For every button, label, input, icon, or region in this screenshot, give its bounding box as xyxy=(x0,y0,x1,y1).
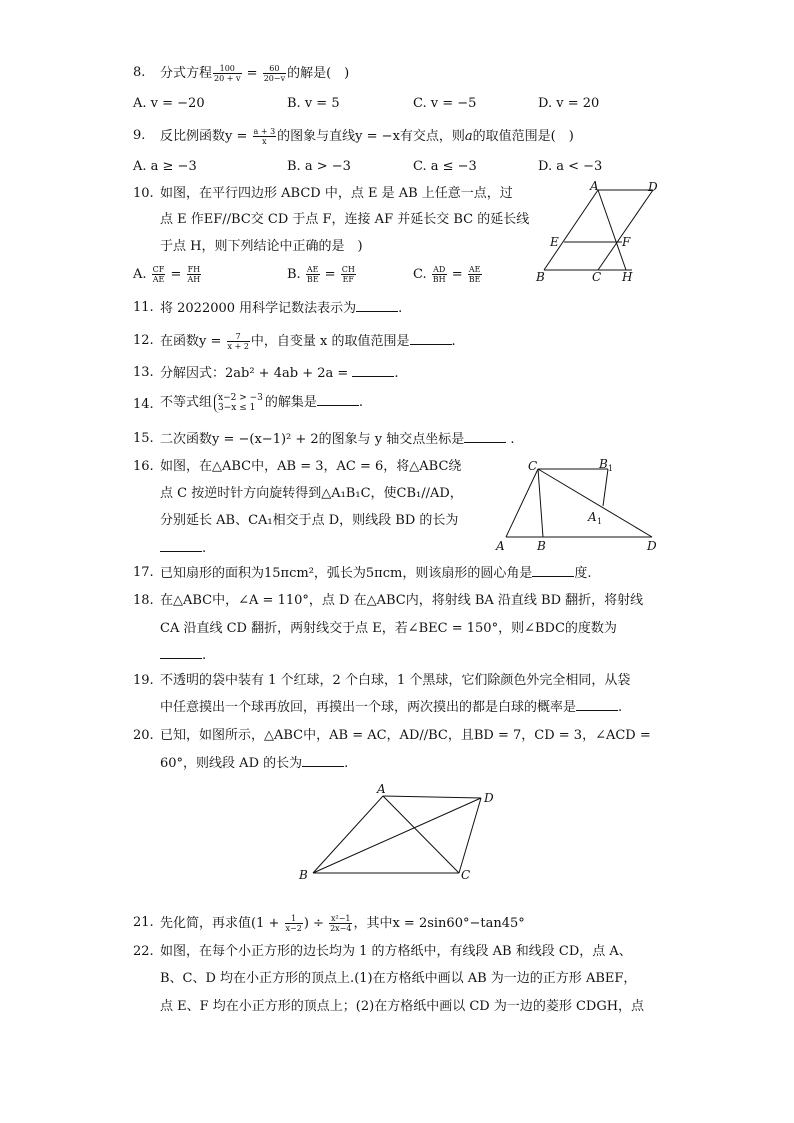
option-b[interactable]: B. $\frac{AE}{BE}$ = $\frac{CH}{EF}$ xyxy=(287,265,355,284)
question-text-line: 在△ABC中，∠A = 110°，点 D 在△ABC内，将射线 BA 沿直线 BD 翻折，将射线 xyxy=(160,593,644,608)
question-text-line: 于点 H，则下列结论中正确的是 ) xyxy=(160,239,363,254)
label-E: E xyxy=(550,235,559,249)
question-text: 二次函数y = −(x−1)² + 2的图象与 y 轴交点坐标是 . xyxy=(160,432,515,447)
option-d[interactable]: D. v = 20 xyxy=(538,96,600,111)
question-text: 不等式组 x−2 > −3 3−x ≤ 1 的解集是 . xyxy=(160,392,364,413)
question-text-line: B、C、D 均在小正方形的顶点上.(1)在方格纸中画以 AB 为一边的正方形 ABEF， xyxy=(160,971,637,986)
label-A1-sub: 1 xyxy=(597,517,603,526)
question-text-line: . xyxy=(160,539,206,558)
answer-blank[interactable] xyxy=(576,698,618,711)
option-a[interactable]: A. $\frac{CF}{AE}$ = $\frac{FH}{AH}$ xyxy=(133,265,201,284)
answer-blank[interactable] xyxy=(317,393,359,406)
fraction: $\frac{1}{x-2}$ xyxy=(285,914,302,933)
option-a[interactable]: A. v = −20 xyxy=(133,96,205,111)
answer-blank[interactable] xyxy=(160,646,202,659)
question-text-line: 点 E 作EF//BC交 CD 于点 F，连接 AF 并延长交 BC 的延长线 xyxy=(160,212,530,227)
parallelogram-figure xyxy=(528,178,668,290)
fraction: $\frac{7}{x + 2}$ xyxy=(227,332,249,351)
answer-blank[interactable] xyxy=(410,332,452,345)
question-text-line: . xyxy=(160,646,206,665)
label-A: A xyxy=(496,539,505,553)
fraction: $\frac{a + 3}{x}$ xyxy=(253,127,276,146)
question-text-line: 中任意摸出一个球再放回，再摸出一个球，两次摸出的都是白球的概率是 . xyxy=(160,700,623,715)
answer-blank[interactable] xyxy=(532,564,574,577)
question-number: 21. xyxy=(133,915,154,930)
question-number: 16. xyxy=(133,459,154,474)
label-C: C xyxy=(592,270,602,284)
question-text: 先化简，再求值(1 + $\frac{1}{x-2}$ ) ÷ $\frac{\text{x²−1}}{2x-4}$ ，其中x = 2sin60°−tan45° xyxy=(160,914,525,933)
text-segment: 分式方程 xyxy=(160,66,213,81)
question-number: 8. xyxy=(133,65,146,80)
fraction: $\frac{100}{20 + v}$ xyxy=(214,64,241,83)
fraction: $\frac{\text{x²−1}}{2x-4}$ xyxy=(330,914,352,933)
question-text-line: 60°，则线段 AD 的长为 . xyxy=(160,756,349,771)
question-number: 9. xyxy=(133,128,146,143)
question-text-line: 已知，如图所示，△ABC中，AB = AC，AD//BC，且BD = 7，CD = 3，∠ACD = xyxy=(160,728,651,743)
question-number: 13. xyxy=(133,365,154,380)
question-number: 22. xyxy=(133,944,154,959)
label-A1: A xyxy=(588,510,597,524)
question-text: 反比例函数y = $\frac{a + 3}{x}$ 的图象与直线y = −x有交点，则a的取值范围是( ) xyxy=(160,127,574,146)
question-text-line: 不透明的袋中装有 1 个红球，2 个白球，1 个黑球，它们除颜色外完全相同，从袋 xyxy=(160,673,631,688)
label-H: H xyxy=(622,270,633,284)
option-b[interactable]: B. a > −3 xyxy=(287,159,351,174)
option-d[interactable]: D. a < −3 xyxy=(538,159,603,174)
label-A: A xyxy=(590,179,599,193)
option-a[interactable]: A. a ≥ −3 xyxy=(133,159,197,174)
question-number: 11. xyxy=(133,300,154,315)
question-text-line: 如图，在△ABC中，AB = 3，AC = 6，将△ABC绕 xyxy=(160,459,462,474)
question-number: 10. xyxy=(133,186,154,201)
label-A: A xyxy=(377,782,386,796)
label-D: D xyxy=(648,180,658,194)
option-b[interactable]: B. v = 5 xyxy=(287,96,340,111)
question-text: 分式方程 $\frac{100}{20 + v}$ = $\frac{60}{20-v}$ 的解是( ) xyxy=(160,64,350,83)
label-D: D xyxy=(647,539,657,553)
question-number: 12. xyxy=(133,333,154,348)
answer-blank[interactable] xyxy=(352,364,394,377)
question-number: 14. xyxy=(133,397,154,412)
question-text-line: 如图，在平行四边形 ABCD 中，点 E 是 AB 上任意一点，过 xyxy=(160,186,513,201)
question-number: 15. xyxy=(133,431,154,446)
label-C: C xyxy=(461,868,471,882)
inequality-system: x−2 > −3 3−x ≤ 1 xyxy=(214,393,263,413)
label-C: C xyxy=(528,459,538,473)
option-c[interactable]: C. a ≤ −3 xyxy=(413,159,477,174)
question-text-line: 如图，在每个小正方形的边长均为 1 的方格纸中，有线段 AB 和线段 CD，点 A、 xyxy=(160,944,632,959)
fraction: $\frac{60}{20-v}$ xyxy=(263,64,286,83)
answer-blank[interactable] xyxy=(356,299,398,312)
option-c[interactable]: C. v = −5 xyxy=(413,96,477,111)
answer-blank[interactable] xyxy=(160,539,202,552)
question-text: 已知扇形的面积为15πcm²，弧长为5πcm，则该扇形的圆心角是 度. xyxy=(160,566,592,581)
option-c[interactable]: C. $\frac{AD}{BH}$ = $\frac{AE}{BE}$ xyxy=(413,265,481,284)
question-text-line: 点 C 按逆时针方向旋转得到△A₁B₁C，使CB₁//AD， xyxy=(160,486,463,501)
label-B1: B xyxy=(599,457,608,471)
label-B: B xyxy=(537,539,546,553)
label-B: B xyxy=(536,270,545,284)
label-D: D xyxy=(484,791,494,805)
question-number: 20. xyxy=(133,728,154,743)
question-text-line: 点 E、F 均在小正方形的顶点上；(2)在方格纸中画以 CD 为一边的菱形 CDGH，点 xyxy=(160,999,645,1014)
rotation-figure xyxy=(495,455,670,555)
question-text-line: 分别延长 AB、CA₁相交于点 D，则线段 BD 的长为 xyxy=(160,513,459,528)
answer-blank[interactable] xyxy=(302,754,344,767)
question-number: 18. xyxy=(133,593,154,608)
question-text: 将 2022000 用科学记数法表示为 . xyxy=(160,301,403,316)
label-F: F xyxy=(622,235,631,249)
label-B: B xyxy=(299,868,308,882)
answer-blank[interactable] xyxy=(464,430,506,443)
question-number: 17. xyxy=(133,565,154,580)
question-text: 在函数y = $\frac{7}{x + 2}$ 中，自变量 x 的取值范围是 . xyxy=(160,332,456,351)
question-number: 19. xyxy=(133,673,154,688)
question-text: 分解因式：2ab² + 4ab + 2a = . xyxy=(160,366,399,381)
label-B1-sub: 1 xyxy=(608,464,614,473)
question-text-line: CA 沿直线 CD 翻折，两射线交于点 E，若∠BEC = 150°，则∠BDC的度数为 xyxy=(160,621,617,636)
triangle-figure xyxy=(293,778,508,888)
